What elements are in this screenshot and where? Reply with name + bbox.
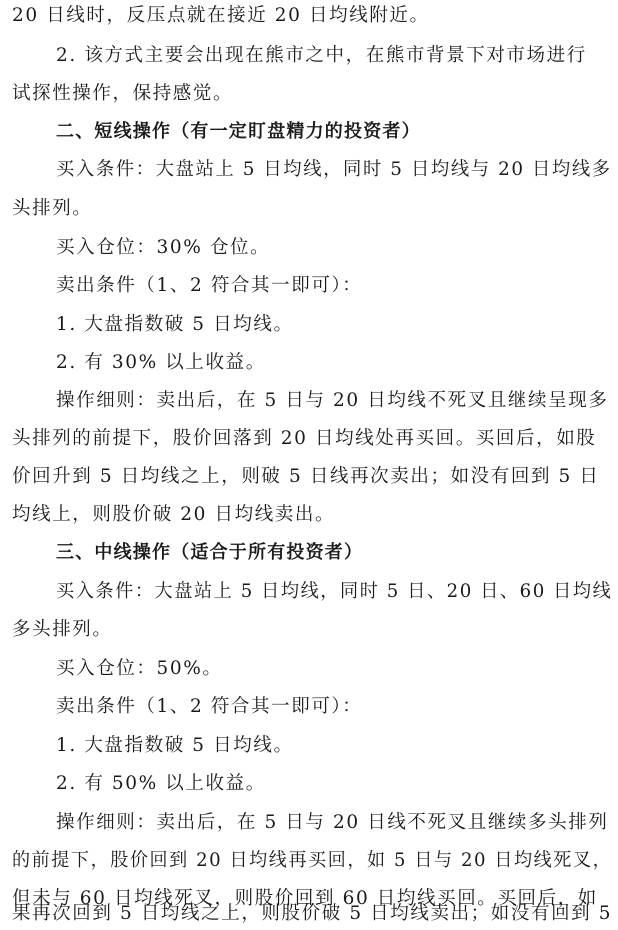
text-line: 的前提下，股价回到 20 日均线再买回，如 5 日与 20 日均线死叉，	[12, 850, 613, 871]
text-line: 买入仓位：30% 仓位。	[56, 237, 271, 258]
text-line: 卖出条件（1、2 符合其一即可）：	[56, 696, 363, 717]
text-line: 2. 该方式主要会出现在熊市之中，在熊市背景下对市场进行	[56, 45, 587, 66]
text-line: 买入条件：大盘站上 5 日均线，同时 5 日均线与 20 日均线多	[56, 159, 612, 180]
text-line: 头排列的前提下，股价回落到 20 日均线处再买回。买回后，如股	[12, 428, 597, 449]
text-line: 头排列。	[12, 198, 93, 219]
text-line: 2. 有 50% 以上收益。	[56, 773, 266, 794]
text-line: 1. 大盘指数破 5 日均线。	[56, 314, 294, 335]
text-line: 20 日线时，反压点就在接近 20 日均线附近。	[12, 5, 430, 26]
text-line: 操作细则：卖出后，在 5 日与 20 日均线不死叉且继续呈现多	[56, 390, 609, 411]
text-line: 2. 有 30% 以上收益。	[56, 352, 266, 373]
text-line: 操作细则：卖出后，在 5 日与 20 日线不死叉且继续多头排列	[56, 812, 609, 833]
text-line: 买入仓位：50%。	[56, 658, 223, 679]
section-heading-short-term: 二、短线操作（有一定盯盘精力的投资者）	[56, 121, 421, 142]
section-heading-mid-term: 三、中线操作（适合于所有投资者）	[56, 542, 364, 563]
text-line: 果再次回到 5 日均线之上，则股价破 5 日均线卖出；如没有回到 5	[12, 903, 613, 924]
text-line: 多头排列。	[12, 619, 113, 640]
text-line: 均线上，则股价破 20 日均线卖出。	[12, 504, 336, 525]
text-line: 但未与 60 日均线死叉，则股价回到 60 日均线买回。买回后，如	[12, 888, 598, 909]
text-line: 卖出条件（1、2 符合其一即可）：	[56, 275, 363, 296]
text-line: 价回升到 5 日均线之上，则破 5 日线再次卖出；如没有回到 5 日	[12, 466, 600, 487]
text-line: 1. 大盘指数破 5 日均线。	[56, 735, 294, 756]
text-line: 买入条件：大盘站上 5 日均线，同时 5 日、20 日、60 日均线	[56, 581, 613, 602]
text-line: 试探性操作，保持感觉。	[12, 83, 234, 104]
